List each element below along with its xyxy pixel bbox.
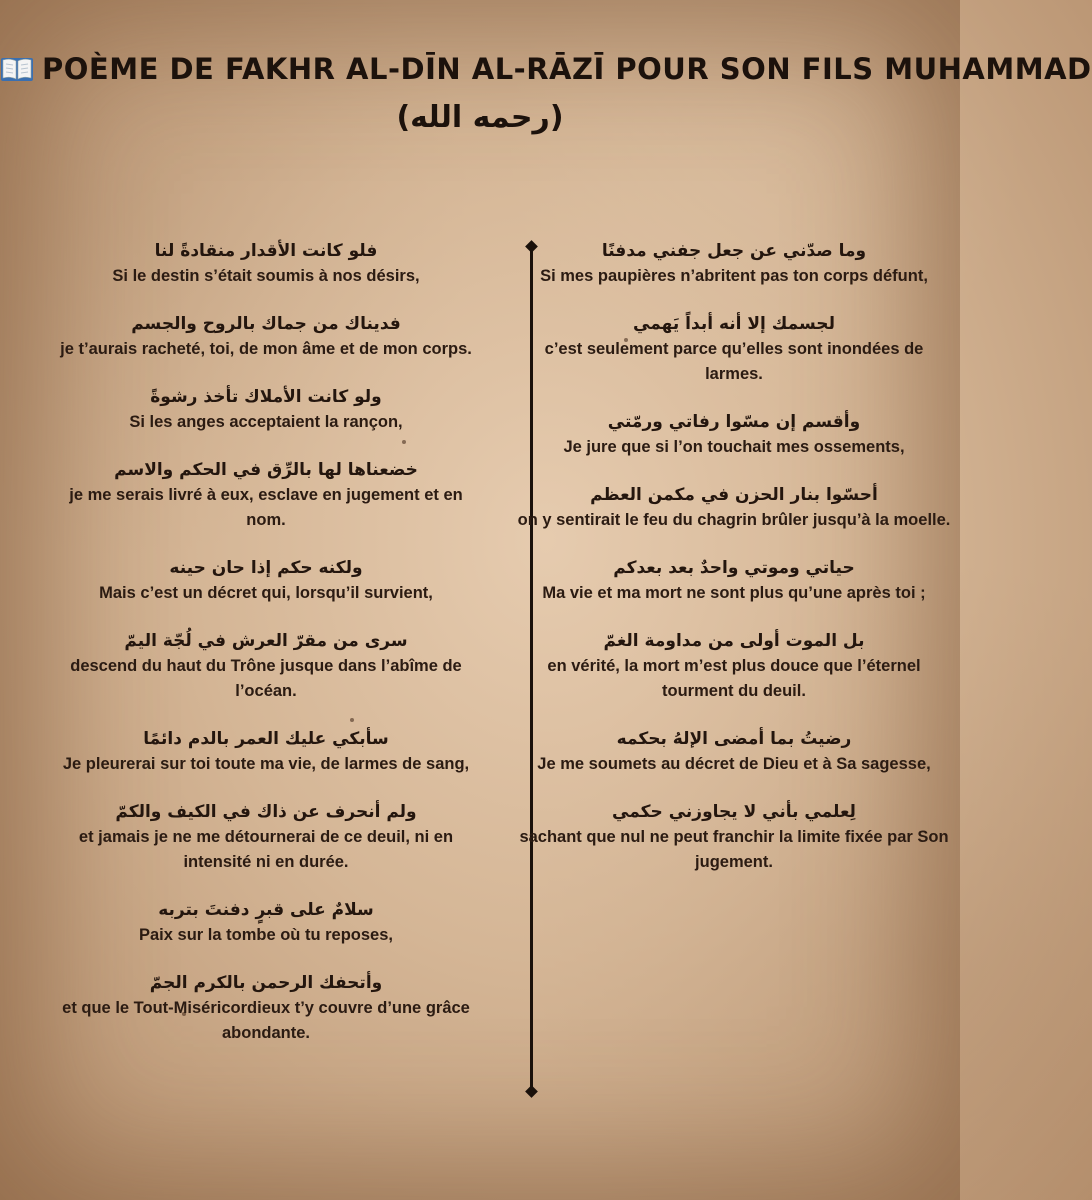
verse-arabic: ولكنه حكم إذا حان حينه [169, 558, 363, 578]
verse [36, 311, 496, 362]
verse [36, 970, 496, 1046]
verse [36, 457, 496, 533]
left-column [36, 238, 496, 1068]
verse-arabic: سأبكي عليك العمر بالدم دائمًا [143, 729, 389, 749]
verse-french: Si les anges acceptaient la rançon, [129, 413, 403, 431]
verse-arabic: أحسّوا بنار الحزن في مكمن العظم [590, 485, 878, 505]
verse [36, 799, 496, 875]
verse [36, 897, 496, 948]
verse-arabic: ولم أنحرف عن ذاك في الكيف والكمّ [115, 802, 417, 822]
verse-arabic: وأقسم إن مسّوا رفاتي ورمّتي [607, 412, 861, 432]
verse-french: je me serais livré à eux, esclave en jugement et en nom. [69, 486, 463, 529]
verse-arabic: سلامٌ على قبرٍ دفنتَ بتربه [158, 900, 374, 920]
title-text: POÈME DE FAKHR AL-DĪN AL-RĀZĪ POUR SON FILS MUHAMMAD [42, 52, 1092, 86]
verse-arabic: سرى من مقرّ العرش في لُجّة اليمّ [124, 631, 408, 651]
verse-french: je t’aurais racheté, toi, de mon âme et de mon corps. [60, 340, 472, 358]
verse-french: Je pleurerai sur toi toute ma vie, de larmes de sang, [62, 755, 470, 773]
verse-french: Je jure que si l’on touchait mes ossements, [563, 438, 905, 456]
verse [504, 726, 964, 777]
verse-arabic: حياتي وموتي واحدٌ بعد بعدكم [613, 558, 855, 578]
divider-diamond-bottom [525, 1085, 538, 1098]
verse [504, 555, 964, 606]
verse-arabic: وأتحفك الرحمن بالكرم الجمّ [149, 973, 383, 993]
verse-french: Ma vie et ma mort ne sont plus qu’une après toi ; [542, 584, 926, 602]
verse [36, 726, 496, 777]
verse [36, 384, 496, 435]
verse-french: c’est seulement parce qu’elles sont inondées de larmes. [544, 340, 924, 383]
verse-arabic: رضيتُ بما أمضى الإلهُ بحكمه [616, 729, 852, 749]
verse [504, 238, 964, 289]
verse [504, 799, 964, 875]
verse-french: sachant que nul ne peut franchir la limite fixée par Son jugement. [519, 828, 949, 871]
verse [36, 238, 496, 289]
open-book-icon [0, 55, 34, 90]
verse-french: Paix sur la tombe où tu reposes, [139, 926, 393, 944]
verse-arabic: وما صدّني عن جعل جفني مدفنًا [601, 241, 867, 261]
verse [504, 409, 964, 460]
verse [504, 311, 964, 387]
verse-arabic: فلو كانت الأقدار منقادةً لنا [154, 241, 378, 261]
verse-arabic: ولو كانت الأملاك تأخذ رشوةً [150, 387, 382, 407]
page-title [0, 52, 1092, 90]
verse-french: on y sentirait le feu du chagrin brûler jusqu’à la moelle. [517, 511, 951, 529]
verse-arabic: لِعلمي بأني لا يجاوزني حكمي [612, 802, 856, 822]
verse-french: descend du haut du Trône jusque dans l’abîme de l’océan. [70, 657, 462, 700]
verse-french: Si le destin s’était soumis à nos désirs, [112, 267, 420, 285]
verse [36, 628, 496, 704]
verse-french: Mais c’est un décret qui, lorsqu’il survient, [99, 584, 433, 602]
verse-french: Je me soumets au décret de Dieu et à Sa sagesse, [537, 755, 931, 773]
verse-french: et jamais je ne me détournerai de ce deuil, ni en intensité ni en durée. [78, 828, 454, 871]
verse-french: Si mes paupières n’abritent pas ton corps défunt, [540, 267, 928, 285]
verse [504, 482, 964, 533]
verse-arabic: بل الموت أولى من مداومة الغمّ [603, 631, 865, 651]
verse-arabic: خضعناها لها بالرِّق في الحكم والاسم [114, 460, 418, 480]
verse-arabic: فديناك من جماك بالروح والجسم [131, 314, 401, 334]
verse-french: et que le Tout-Miséricordieux t’y couvre d’une grâce abondante. [62, 999, 470, 1042]
verse-french: en vérité, la mort m’est plus douce que l’éternel tourment du deuil. [547, 657, 921, 700]
verse [504, 628, 964, 704]
right-column [504, 238, 964, 897]
verse [36, 555, 496, 606]
page-subtitle: (رحمه الله) [396, 100, 564, 135]
verse-arabic: لجسمك إلا أنه أبداً يَهمي [633, 314, 835, 334]
